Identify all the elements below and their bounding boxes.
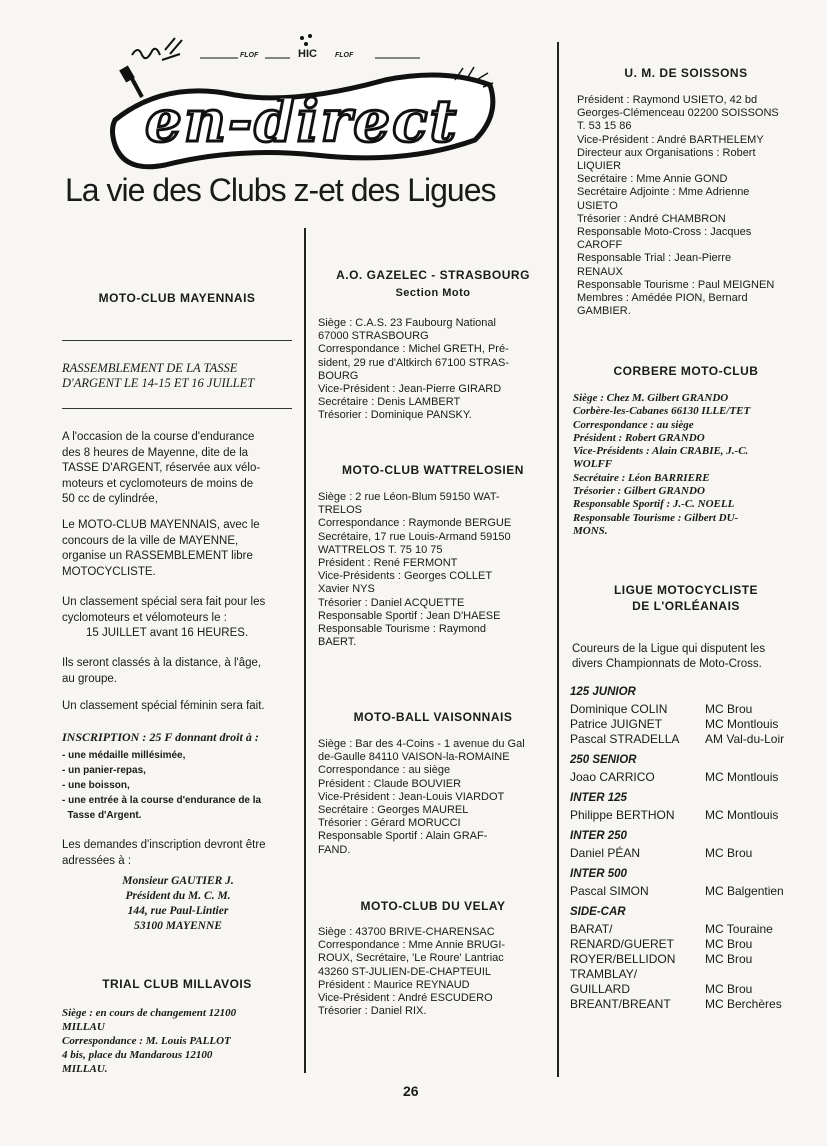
rider-club: MC Brou [705, 937, 753, 951]
table-row [570, 982, 810, 997]
vaison-text: Siège : Bar des 4-Coins - 1 avenue du Gal de-Gaulle 84110 VAISON-la-ROMAINE Correspondance : au siège Président : Claude BOUVIER Vice-Président : Jean-Louis VIARDOT Secrétaire : Georges MAUREL Trésorier : Gérard MORUCCI Responsable Sportif : Alain GRAF- FAND. [318, 738, 525, 856]
inscription-heading: INSCRIPTION : 25 F donnant droit à : [62, 730, 259, 744]
mayenne-p2: Le MOTO-CLUB MAYENNAIS, avec le concours de la ville de MAYENNE, organise un RASSEMBLEMENT libre MOTOCYCLISTE. [62, 519, 260, 578]
rider-name: Joao CARRICO [570, 770, 655, 784]
divider [62, 340, 292, 341]
heading-ligue: LIGUE MOTOCYCLISTE DE L'ORLÉANAIS [613, 583, 759, 613]
heading-vaison: MOTO-BALL VAISONNAIS [353, 710, 513, 724]
table-row [570, 732, 810, 747]
page-title: La vie des Clubs z-et des Ligues [65, 172, 496, 208]
heading-gazelec-sub: Section Moto [395, 287, 471, 299]
rider-name: TRAMBLAY/ [570, 967, 638, 981]
rider-club: AM Val-du-Loir [705, 732, 785, 746]
heading-velay: MOTO-CLUB DU VELAY [360, 899, 506, 913]
rider-club: MC Brou [705, 952, 753, 966]
mayenne-p4: Ils seront classés à la distance, à l'âge, au groupe. [62, 657, 262, 685]
table-row [570, 937, 810, 952]
table-row [570, 997, 810, 1012]
mayenne-p5: Un classement spécial féminin sera fait. [62, 700, 265, 712]
gazelec-text: Siège : C.A.S. 23 Faubourg National 67000 STRASBOURG Correspondance : Michel GRETH, Pré- sident, 29 rue d'Altkirch 67100 STRAS- BOURG Vice-Président : Jean-Pierre GIRARD Secrétaire : Denis LAMBERT Trésorier : Dominique PANSKY. [318, 317, 510, 422]
sfx-flof: FLOF [240, 52, 259, 59]
rider-club: MC Balgentien [705, 884, 784, 898]
rider-name: BREANT/BREANT [570, 997, 671, 1011]
column-divider-left [304, 228, 306, 1073]
corbere-text: Siège : Chez M. Gilbert GRANDO Corbère-les-Cabanes 66130 ILLE/TET Correspondance : au siège Président : Robert GRANDO Vice-Présidents : Alain CRABIE, J.-C. WOLFF Secrétaire : Léon BARRIERE Trésorier : Gilbert GRANDO Responsable Sportif : J.-C. NOELL Responsable Tourisme : Gilbert DU- MONS. [573, 392, 751, 537]
list-item: - un panier-repas, [62, 765, 146, 776]
heading-gazelec: A.O. GAZELEC - STRASBOURG [336, 268, 530, 282]
table-row [570, 717, 810, 732]
heading-trial-millavois: TRIAL CLUB MILLAVOIS [102, 977, 252, 991]
table-row [570, 808, 810, 823]
table-row [570, 884, 810, 899]
rider-name: RENARD/GUERET [570, 937, 675, 951]
mayenne-p1: A l'occasion de la course d'endurance des 8 heures de Mayenne, dite de la TASSE D'ARGENT, réservée aux vélo- moteurs et cyclomoteurs de moins de 50 cc de cylindrée, [62, 431, 261, 505]
sfx-hic: HIC [298, 48, 317, 60]
category-heading: 250 SENIOR [570, 754, 637, 766]
inscription-list [62, 748, 294, 823]
wattrelos-text: Siège : 2 rue Léon-Blum 59150 WAT- TRELOS Correspondance : Raymonde BERGUE Secrétaire, 17 rue Louis-Armand 59150 WATTRELOS T. 75 10 75 Président : René FERMONT Vice-Présidents : Georges COLLET Xavier NYS Trésorier : Daniel ACQUETTE Responsable Sportif : Jean D'HAESE Responsable Tourisme : Raymond BAERT. [318, 491, 512, 649]
table-row [570, 770, 810, 785]
rider-name: GUILLARD [570, 982, 631, 996]
logo-en-direct [100, 65, 520, 175]
rider-name: BARAT/ [570, 922, 613, 936]
list-item: - une entrée à la course d'endurance de la [62, 795, 262, 806]
ligue-intro: Coureurs de la Ligue qui disputent les divers Championnats de Moto-Cross. [572, 643, 766, 670]
soissons-text: Président : Raymond USIETO, 42 bd Georges-Clémenceau 02200 SOISSONS T. 53 15 86 Vice-Président : André BARTHELEMY Directeur aux Organisations : Robert LIQUIER Secrétaire : Mme Annie GOND Secrétaire Adjointe : Mme Adrienne USIETO Trésorier : André CHAMBRON Responsable Moto-Cross : Jacques CAROFF Responsable Trial : Jean-Pierre RENAUX Responsable Tourisme : Paul MEIGNEN Membres : Amédée PION, Bernard GAMBIER. [577, 94, 779, 318]
rider-name: Dominique COLIN [570, 702, 668, 716]
list-item: Tasse d'Argent. [62, 810, 142, 821]
heading-wattrelos: MOTO-CLUB WATTRELOSIEN [342, 463, 524, 477]
trial-millavois-text: Siège : en cours de changement 12100 MILLAU Correspondance : M. Louis PALLOT 4 bis, place du Mandarous 12100 MILLAU. [62, 1007, 237, 1075]
table-row [570, 922, 810, 937]
rider-club: MC Brou [705, 846, 753, 860]
category-heading: INTER 125 [570, 792, 627, 804]
rider-name: Philippe BERTHON [570, 808, 675, 822]
category-heading: INTER 500 [570, 868, 627, 880]
mayenne-address: Monsieur GAUTIER J. Président du M. C. M. 144, rue Paul-Lintier 53100 MAYENNE [122, 875, 234, 932]
category-heading: 125 JUNIOR [570, 686, 636, 698]
list-item: - une médaille millésimée, [62, 750, 186, 761]
category-heading: INTER 250 [570, 830, 627, 842]
ligue-riders [570, 686, 810, 1012]
mayenne-p3: Un classement spécial sera fait pour les cyclomoteurs et vélomoteurs le : 15 JUILLET avant 16 HEURES. [62, 596, 266, 639]
column-divider-right [557, 42, 559, 1077]
table-row [570, 967, 810, 982]
rider-name: Patrice JUIGNET [570, 717, 663, 731]
rider-club: MC Touraine [705, 922, 773, 936]
velay-text: Siège : 43700 BRIVE-CHARENSAC Correspondance : Mme Annie BRUGI- ROUX, Secrétaire, 'Le Roure' Lantriac 43260 ST-JULIEN-DE-CHAPTEUIL Président : Maurice REYNAUD Vice-Président : André ESCUDERO Trésorier : Daniel RIX. [318, 926, 506, 1018]
rider-club [705, 967, 810, 982]
page-number: 26 [403, 1083, 419, 1099]
rider-name: Pascal SIMON [570, 884, 649, 898]
heading-corbere: CORBERE MOTO-CLUB [613, 364, 759, 378]
category-heading: SIDE-CAR [570, 906, 626, 918]
rider-club: MC Montlouis [705, 808, 779, 822]
sfx-flof-2: FLOF [335, 52, 354, 59]
divider [62, 408, 292, 409]
rider-name: Daniel PÉAN [570, 846, 641, 860]
rider-name: ROYER/BELLIDON [570, 952, 676, 966]
heading-soissons: U. M. DE SOISSONS [624, 66, 748, 80]
list-item: - une boisson, [62, 780, 130, 791]
rider-club: MC Brou [705, 982, 753, 996]
mayenne-p6: Les demandes d'inscription devront être adressées à : [62, 839, 266, 867]
heading-mayenne: MOTO-CLUB MAYENNAIS [98, 291, 256, 305]
logo-text: en-direct [145, 87, 459, 155]
rider-name: Pascal STRADELLA [570, 732, 680, 746]
table-row [570, 702, 810, 717]
rider-club: MC Brou [705, 702, 753, 716]
rider-club: MC Berchères [705, 997, 782, 1011]
rider-club: MC Montlouis [705, 717, 779, 731]
table-row [570, 846, 810, 861]
rassemblement-banner: RASSEMBLEMENT DE LA TASSE D'ARGENT LE 14-15 ET 16 JUILLET [62, 361, 255, 390]
table-row [570, 952, 810, 967]
rider-club: MC Montlouis [705, 770, 779, 784]
